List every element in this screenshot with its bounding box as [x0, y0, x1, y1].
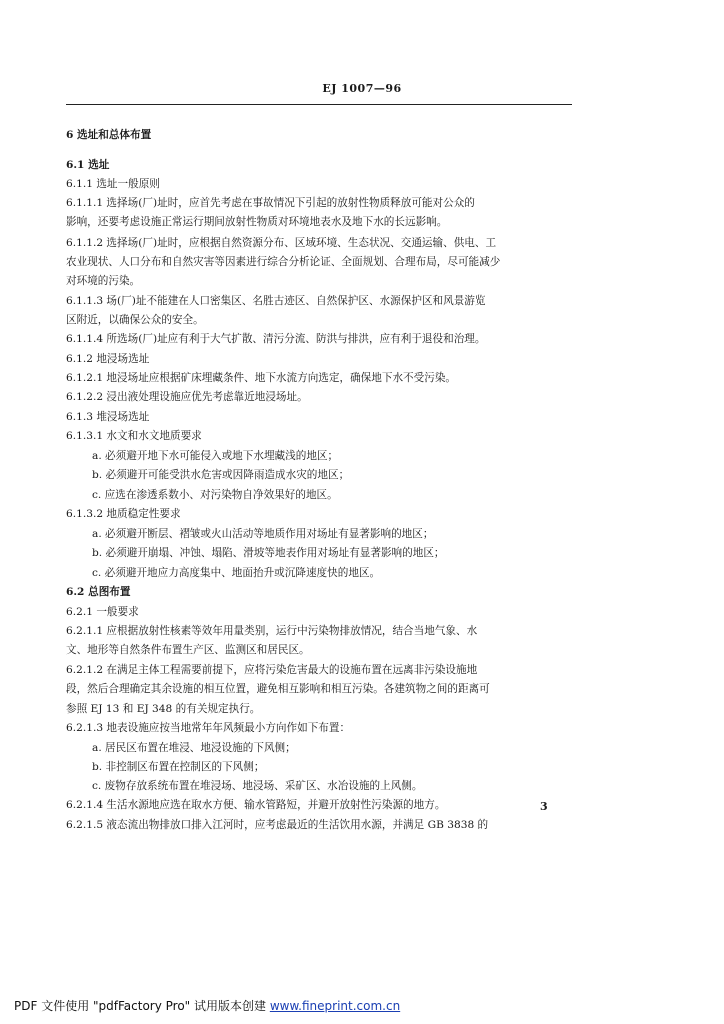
- text-line: 6.1.3.2 地质稳定性要求: [66, 508, 181, 520]
- text-line: 6.1.1.1 选择场(厂)址时，应首先考虑在事故情况下引起的放射性物质释放可能对公众的: [66, 197, 475, 209]
- text-line: 6.2.1.2 在满足主体工程需要前提下，应将污染危害最大的设施布置在远离非污染设施地: [66, 664, 478, 676]
- text-line: 对环境的污染。: [66, 275, 141, 287]
- footer-text: PDF 文件使用 "pdfFactory Pro" 试用版本创建: [14, 999, 270, 1013]
- text-line: 文、地形等自然条件布置生产区、监测区和居民区。: [66, 644, 310, 656]
- text-line: 6.2.1 一般要求: [66, 606, 139, 618]
- text-line: b. 非控制区布置在控制区的下风侧；: [92, 761, 265, 773]
- text-line: a. 居民区布置在堆浸、地浸设施的下风侧；: [92, 742, 296, 754]
- footer-link[interactable]: www.fineprint.com.cn: [269, 999, 401, 1013]
- text-line: 6.2.1.4 生活水源地应选在取水方便、输水管路短，并避开放射性污染源的地方。: [66, 799, 446, 811]
- text-line: 6.1.1.2 选择场(厂)址时，应根据自然资源分布、区域环境、生态状况、交通运输、供电、工: [66, 237, 497, 249]
- text-line: c. 必须避开地应力高度集中、地面抬升或沉降速度快的地区。: [92, 567, 381, 579]
- text-line: c. 应选在渗透系数小、对污染物自净效果好的地区。: [92, 489, 338, 501]
- text-line: b. 必须避开可能受洪水危害或因降雨造成水灾的地区；: [92, 469, 350, 481]
- text-line: c. 废物存放系统布置在堆浸场、地浸场、采矿区、水冶设施的上风侧。: [92, 780, 423, 792]
- text-line: 6.2 总图布置: [66, 586, 131, 598]
- running-header: EJ 1007—96: [322, 82, 402, 95]
- text-line: 6.2.1.5 液态流出物排放口排入江河时，应考虑最近的生活饮用水源，并满足 GB 3838 的: [66, 819, 489, 831]
- text-line: 6.2.1.3 地表设施应按当地常年年风频最小方向作如下布置：: [66, 722, 351, 734]
- page-number: 3: [540, 800, 548, 813]
- text-line: 参照 EJ 13 和 EJ 348 的有关规定执行。: [66, 703, 261, 715]
- text-line: a. 必须避开断层、褶皱或火山活动等地质作用对场址有显著影响的地区；: [92, 528, 434, 540]
- text-line: 6.1.3.1 水文和水文地质要求: [66, 430, 202, 442]
- text-line: 区附近，以确保公众的安全。: [66, 314, 204, 326]
- header-rule: [66, 104, 572, 105]
- text-line: 影响，还要考虑设施正常运行期间放射性物质对环境地表水及地下水的长远影响。: [66, 216, 448, 228]
- text-line: 6.1.2 地浸场选址: [66, 353, 150, 365]
- text-line: 6.1.2.2 浸出液处理设施应优先考虑靠近地浸场址。: [66, 391, 308, 403]
- text-line: a. 必须避开地下水可能侵入或地下水埋藏浅的地区；: [92, 450, 339, 462]
- text-line: 6.1.2.1 地浸场址应根据矿床埋藏条件、地下水流方向选定，确保地下水不受污染。: [66, 372, 457, 384]
- text-line: 6.1.1 选址一般原则: [66, 178, 160, 190]
- text-line: 农业现状、人口分布和自然灾害等因素进行综合分析论证、全面规划、合理布局，尽可能减少: [66, 256, 501, 268]
- text-line: 6.1.1.3 场(厂)址不能建在人口密集区、名胜古迹区、自然保护区、水源保护区和风景游览: [66, 295, 486, 307]
- text-line: 6.1 选址: [66, 159, 110, 171]
- text-line: 6 选址和总体布置: [66, 129, 152, 141]
- text-line: 6.2.1.1 应根据放射性核素等效年用量类别，运行中污染物排放情况，结合当地气象、水: [66, 625, 478, 637]
- text-line: b. 必须避开崩塌、冲蚀、塌陷、滑坡等地表作用对场址有显著影响的地区；: [92, 547, 445, 559]
- text-line: 6.1.3 堆浸场选址: [66, 411, 150, 423]
- text-line: 段，然后合理确定其余设施的相互位置，避免相互影响和相互污染。各建筑物之间的距离可: [66, 683, 490, 695]
- text-line: 6.1.1.4 所选场(厂)址应有利于大气扩散、清污分流、防洪与排洪，应有利于退役和治理。: [66, 333, 486, 345]
- pdf-footer: [14, 997, 400, 1014]
